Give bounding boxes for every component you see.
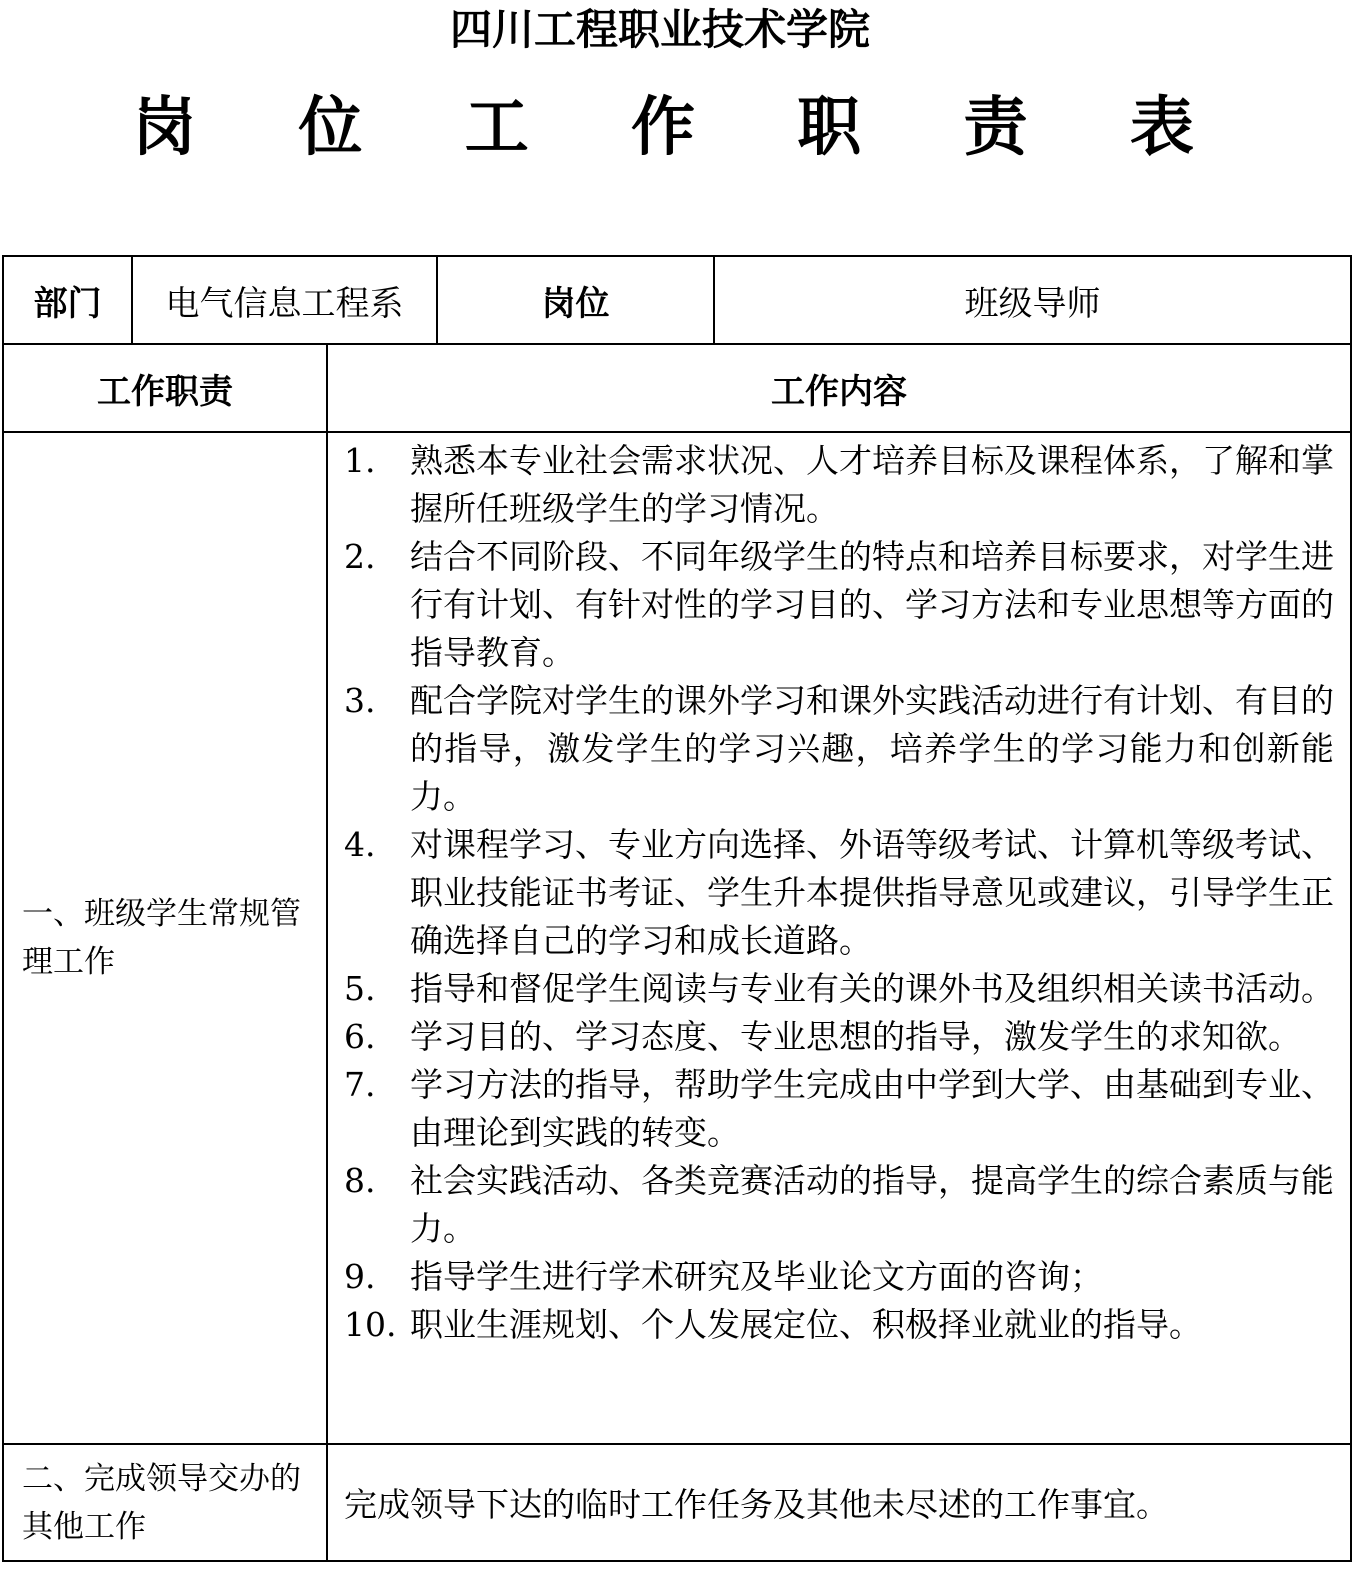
item-text: 熟悉本专业社会需求状况、人才培养目标及课程体系，了解和掌握所任班级学生的学习情况。 — [410, 441, 1334, 528]
item-number: 9. — [344, 1257, 376, 1296]
document-title-text: 岗 位 工 作 职 责 表 — [132, 90, 1234, 165]
item-text: 社会实践活动、各类竞赛活动的指导，提高学生的综合素质与能力。 — [410, 1161, 1334, 1248]
position-label: 岗位 — [541, 283, 610, 324]
item-number: 4. — [344, 825, 376, 864]
item-text: 指导学生进行学术研究及毕业论文方面的咨询； — [410, 1257, 1103, 1296]
item-text: 职业生涯规划、个人发展定位、积极择业就业的指导。 — [410, 1305, 1202, 1344]
list-item — [328, 965, 1350, 1013]
position-value: 班级导师 — [964, 283, 1101, 324]
document-title — [0, 88, 1326, 168]
duty-column-header: 工作职责 — [97, 371, 233, 412]
duty-item-list — [328, 437, 1350, 1349]
list-item — [328, 821, 1350, 965]
content-column-header: 工作内容 — [771, 371, 907, 412]
item-number: 1. — [344, 441, 376, 480]
item-number: 6. — [344, 1017, 376, 1056]
item-number: 3. — [344, 681, 376, 720]
item-text: 学习方法的指导，帮助学生完成由中学到大学、由基础到专业、由理论到实践的转变。 — [410, 1065, 1334, 1152]
item-number: 8. — [344, 1161, 376, 1200]
duty-content-2: 完成领导下达的临时工作任务及其他未尽述的工作事宜。 — [344, 1485, 1169, 1524]
list-item — [328, 677, 1350, 821]
list-item — [328, 533, 1350, 677]
list-item — [328, 1061, 1350, 1157]
item-number: 10. — [344, 1305, 397, 1344]
department-label: 部门 — [33, 283, 102, 324]
department-value: 电气信息工程系 — [165, 283, 404, 324]
list-item — [328, 1253, 1350, 1301]
item-number: 5. — [344, 969, 376, 1008]
list-item — [328, 1013, 1350, 1061]
duty-content-1 — [328, 433, 1350, 1443]
item-number: 2. — [344, 537, 376, 576]
duty-table — [2, 255, 1352, 1562]
list-item — [328, 1157, 1350, 1253]
list-item — [328, 1301, 1350, 1349]
item-number: 7. — [344, 1065, 376, 1104]
duty-section-2: 二、完成领导交办的其他工作 — [22, 1460, 301, 1545]
item-text: 对课程学习、专业方向选择、外语等级考试、计算机等级考试、职业技能证书考证、学生升本提供指导意见或建议，引导学生正确选择自己的学习和成长道路。 — [410, 825, 1334, 960]
organization-name: 四川工程职业技术学院 — [449, 5, 870, 54]
duty-section-1: 一、班级学生常规管理工作 — [22, 896, 301, 980]
item-text: 结合不同阶段、不同年级学生的特点和培养目标要求，对学生进行有计划、有针对性的学习目的、学习方法和专业思想等方面的指导教育。 — [410, 537, 1334, 672]
item-text: 配合学院对学生的课外学习和课外实践活动进行有计划、有目的的指导，激发学生的学习兴趣，培养学生的学习能力和创新能力。 — [410, 681, 1334, 816]
item-text: 指导和督促学生阅读与专业有关的课外书及组织相关读书活动。 — [410, 969, 1334, 1008]
list-item — [328, 437, 1350, 533]
item-text: 学习目的、学习态度、专业思想的指导，激发学生的求知欲。 — [410, 1017, 1301, 1056]
